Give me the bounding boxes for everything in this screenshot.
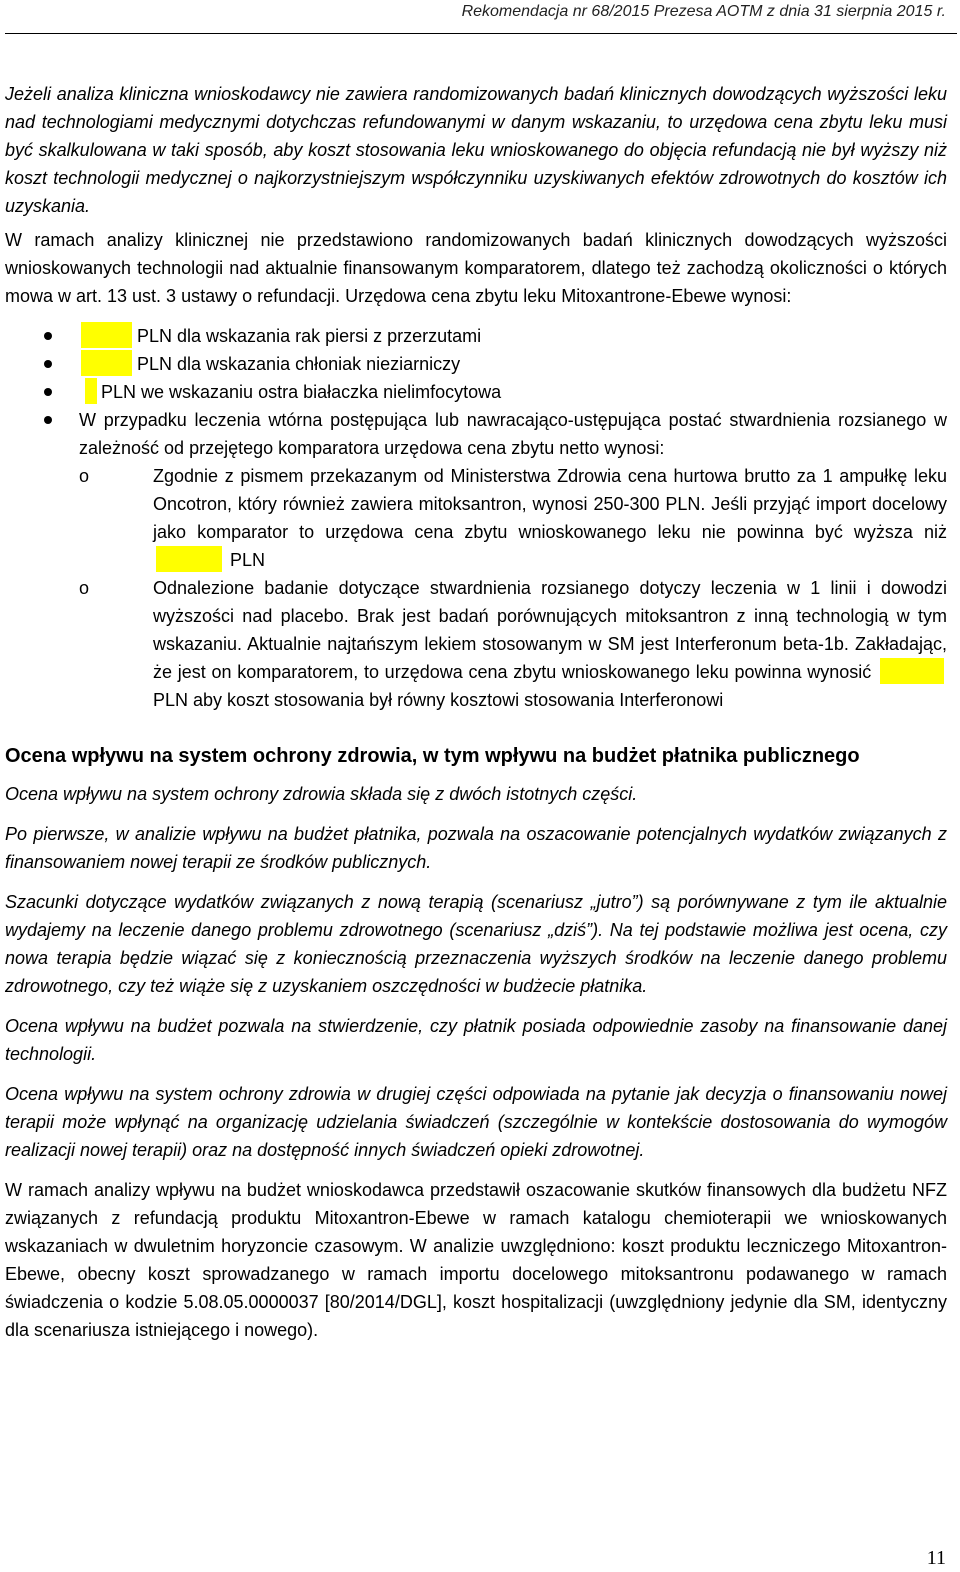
sub-list-item xyxy=(79,462,947,574)
sub-list xyxy=(79,462,947,714)
running-header: Rekomendacja nr 68/2015 Prezesa AOTM z dnia 31 sierpnia 2015 r. xyxy=(461,3,946,20)
list-item-text: PLN dla wskazania chłoniak nieziarniczy xyxy=(137,354,461,374)
list-item xyxy=(5,406,947,714)
page-number: 11 xyxy=(926,1547,946,1569)
list-item-text: PLN we wskazaniu ostra białaczka nielimfocytowa xyxy=(101,382,502,402)
sub-list-item-text: PLN xyxy=(230,550,266,570)
paragraph-refund-rule: Jeżeli analiza kliniczna wnioskodawcy nie zawiera randomizowanych badań klinicznych dowodzących wyższości leku nad technologiami medycznymi dotychczas refundowanymi w danym wskazaniu, to urzędowa cena zbytu leku musi być skalkulowana w taki sposób, aby koszt stosowania leku wnioskowanego do objęcia refundacją nie był wyższy niż koszt technologii medycznej o najkorzystniejszym współczynniku uzyskiwanych efektów zdrowotnych do kosztów ich uzyskania. xyxy=(5,84,947,216)
section-heading: Ocena wpływu na system ochrony zdrowia, w tym wpływu na budżet płatnika publicznego xyxy=(5,745,860,767)
sub-list-item xyxy=(79,574,947,714)
list-item-text: W przypadku leczenia wtórna postępująca lub nawracająco-ustępująca postać stwardnienia rozsianego w zależność od przejętego komparatora urzędowa cena zbytu netto wynosi: xyxy=(79,410,947,458)
redaction-mark xyxy=(156,546,222,572)
paragraph-budget-analysis: W ramach analizy wpływu na budżet wnioskodawca przedstawił oszacowanie skutków finansowych dla budżetu NFZ związanych z refundacją produktu Mitoxantron-Ebewe w ramach katalogu chemioterapii we wnioskowanych wskazaniach w dwuletnim horyzoncie czasowym. W analizie uwzględniono: koszt produktu leczniczego Mitoxantron-Ebewe, obecny koszt sprowadzanego w ramach importu docelowego mitoksantronu podawanego w ramach świadczenia o kodzie 5.08.05.0000037 [80/2014/DGL], koszt hospitalizacji (uwzględniony jedynie dla SM, identyczny dla scenariusza istniejącego i nowego). xyxy=(5,1180,947,1340)
redaction-mark xyxy=(880,658,944,684)
price-list xyxy=(5,322,947,714)
redaction-mark xyxy=(81,322,132,348)
document-body xyxy=(5,80,947,1344)
list-item-text: PLN dla wskazania rak piersi z przerzutami xyxy=(137,326,482,346)
header-rule xyxy=(5,33,957,34)
sub-list-item-text: PLN aby koszt stosowania był równy kosztowi stosowania Interferonowi xyxy=(153,690,724,710)
list-item xyxy=(5,322,947,350)
sub-list-item-text: Odnalezione badanie dotyczące stwardnienia rozsianego dotyczy leczenia w 1 linii i dowodzi wyższości nad placebo. Brak jest badań porównujących mitoksantron z inną technologią w tym wskazaniu. Aktualnie najtańszym lekiem stosowanym w SM jest Interferonum beta-1b. Zakładając, że jest on komparatorem, to urzędowa cena zbytu wnioskowanego leku powinna wynosić xyxy=(153,578,947,682)
paragraph-scenarios: Szacunki dotyczące wydatków związanych z nową terapią (scenariusz „jutro”) są porównywane z tym ile aktualnie wydajemy na leczenie danego problemu zdrowotnego (scenariusz „dziś”). Na tej podstawie możliwa jest ocena, czy nowa terapia będzie wiązać się z koniecznością przeznaczenia wyższych środków na leczenie danego problemu zdrowotnego, czy też wiąże się z uzyskaniem oszczędności w budżecie płatnika. xyxy=(5,892,947,996)
list-item xyxy=(5,378,947,406)
redaction-mark xyxy=(85,378,97,404)
paragraph-clinical-analysis: W ramach analizy klinicznej nie przedstawiono randomizowanych badań klinicznych dowodzących wyższości wnioskowanych technologii nad aktualnie finansowanym komparatorem, dlatego też zachodzą okoliczności o których mowa w art. 13 ust. 3 ustawy o refundacji. Urzędowa cena zbytu leku Mitoxantrone-Ebewe wynosi: xyxy=(5,230,947,306)
paragraph-impact-second: Ocena wpływu na system ochrony zdrowia w drugiej części odpowiada na pytanie jak decyzja o finansowaniu nowej terapii może wpłynąć na organizację udzielania świadczeń (szczególnie w kontekście dostosowania do wymogów realizacji nowej terapii) oraz na dostępność innych świadczeń opieki zdrowotnej. xyxy=(5,1084,947,1160)
sub-list-item-text: Zgodnie z pismem przekazanym od Ministerstwa Zdrowia cena hurtowa brutto za 1 ampułkę leku Oncotron, który również zawiera mitoksantron, wynosi 250-300 PLN. Jeśli przyjąć import docelowy jako komparator to urzędowa cena zbytu wnioskowanego leku nie powinna być wyższa niż xyxy=(153,466,947,542)
paragraph-impact-intro: Ocena wpływu na system ochrony zdrowia składa się z dwóch istotnych części. xyxy=(5,784,638,804)
paragraph-budget-resources: Ocena wpływu na budżet pozwala na stwierdzenie, czy płatnik posiada odpowiednie zasoby na finansowanie danej technologii. xyxy=(5,1016,947,1064)
list-item xyxy=(5,350,947,378)
paragraph-impact-first: Po pierwsze, w analizie wpływu na budżet płatnika, pozwala na oszacowanie potencjalnych wydatków związanych z finansowaniem nowej terapii ze środków publicznych. xyxy=(5,824,947,872)
redaction-mark xyxy=(81,350,132,376)
